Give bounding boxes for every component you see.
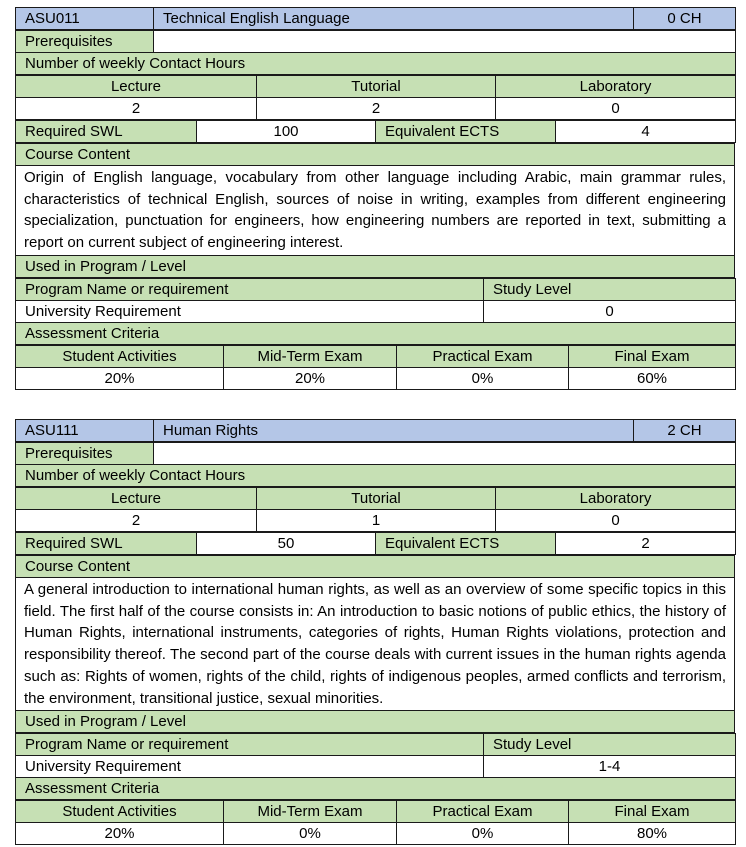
program-header-row xyxy=(16,734,736,756)
final-header: Final Exam xyxy=(569,345,736,367)
midterm-header: Mid-Term Exam xyxy=(224,801,397,823)
ects-label: Equivalent ECTS xyxy=(376,533,556,555)
student-activities-value: 20% xyxy=(16,367,224,389)
used-in-label: Used in Program / Level xyxy=(16,255,735,277)
contact-hours-label-row xyxy=(16,465,736,487)
content-text-row xyxy=(16,578,735,711)
prereq-table xyxy=(15,30,736,75)
prerequisites-row xyxy=(16,443,736,465)
program-value: University Requirement xyxy=(16,300,484,322)
program-value-row xyxy=(16,300,736,322)
content-label-row xyxy=(16,556,735,578)
laboratory-header: Laboratory xyxy=(496,488,736,510)
contact-hours-table xyxy=(15,487,736,532)
program-header: Program Name or requirement xyxy=(16,278,484,300)
prerequisites-label: Prerequisites xyxy=(16,443,154,465)
lecture-header: Lecture xyxy=(16,488,257,510)
assessment-headers-row xyxy=(16,345,736,367)
program-table xyxy=(15,733,736,800)
course-table-asu111 xyxy=(15,419,735,845)
content-text: Origin of English language, vocabulary from other language including Arabic, main grammar rules, characteristics of technical English, sources of noise in writing, examples from different engineering specialization, punctuation for engineers, how engineering numbers are reported in text, submitting a report on current subject of engineering interest. xyxy=(16,166,735,256)
header-table xyxy=(15,7,736,30)
swl-table xyxy=(15,532,736,555)
prerequisites-label: Prerequisites xyxy=(16,31,154,53)
contact-values-row xyxy=(16,510,736,532)
level-value: 1-4 xyxy=(484,756,736,778)
swl-value: 50 xyxy=(197,533,376,555)
swl-label: Required SWL xyxy=(16,533,197,555)
used-in-row xyxy=(16,711,735,733)
level-header: Study Level xyxy=(484,734,736,756)
ects-label: Equivalent ECTS xyxy=(376,121,556,143)
ects-value: 4 xyxy=(556,121,736,143)
assessment-headers-row xyxy=(16,801,736,823)
contact-hours-label: Number of weekly Contact Hours xyxy=(16,53,736,75)
level-header: Study Level xyxy=(484,278,736,300)
practical-header: Practical Exam xyxy=(397,801,569,823)
content-label-row xyxy=(16,144,735,166)
course-title: Human Rights xyxy=(154,420,634,442)
level-value: 0 xyxy=(484,300,736,322)
tutorial-header: Tutorial xyxy=(257,76,496,98)
used-in-label: Used in Program / Level xyxy=(16,711,735,733)
contact-hours-label-row xyxy=(16,53,736,75)
swl-label: Required SWL xyxy=(16,121,197,143)
laboratory-value: 0 xyxy=(496,510,736,532)
swl-value: 100 xyxy=(197,121,376,143)
student-activities-value: 20% xyxy=(16,823,224,845)
practical-header: Practical Exam xyxy=(397,345,569,367)
program-value-row xyxy=(16,756,736,778)
swl-row xyxy=(16,121,736,143)
lecture-header: Lecture xyxy=(16,76,257,98)
assessment-label: Assessment Criteria xyxy=(16,322,736,344)
content-text-row xyxy=(16,166,735,256)
final-value: 80% xyxy=(569,823,736,845)
assessment-values-row xyxy=(16,367,736,389)
course-code: ASU011 xyxy=(16,8,154,30)
assessment-label-row xyxy=(16,322,736,344)
course-code: ASU111 xyxy=(16,420,154,442)
course-header-row xyxy=(16,420,736,442)
student-activities-header: Student Activities xyxy=(16,345,224,367)
tutorial-value: 2 xyxy=(257,98,496,120)
midterm-header: Mid-Term Exam xyxy=(224,345,397,367)
program-header: Program Name or requirement xyxy=(16,734,484,756)
program-value: University Requirement xyxy=(16,756,484,778)
tutorial-header: Tutorial xyxy=(257,488,496,510)
student-activities-header: Student Activities xyxy=(16,801,224,823)
lecture-value: 2 xyxy=(16,510,257,532)
content-table xyxy=(15,143,735,278)
prerequisites-value xyxy=(154,31,736,53)
swl-row xyxy=(16,533,736,555)
contact-headers-row xyxy=(16,488,736,510)
prereq-table xyxy=(15,442,736,487)
used-in-row xyxy=(16,255,735,277)
credit-hours: 0 CH xyxy=(634,8,736,30)
tutorial-value: 1 xyxy=(257,510,496,532)
laboratory-value: 0 xyxy=(496,98,736,120)
practical-value: 0% xyxy=(397,823,569,845)
header-table xyxy=(15,419,736,442)
content-text: A general introduction to international human rights, as well as an overview of some specific topics in this field. The first half of the course consists in: An introduction to basic notions of public ethics, the history of Human Rights, international instruments, categories of rights, Human Rights violations, protection and responsibility thereof. The second part of the course deals with current issues in the human rights agenda such as: Rights of women, rights of the child, rights of indigenous peoples, armed conflicts and terrorism, the environment, transitional justice, sexual minorities. xyxy=(16,578,735,711)
content-table xyxy=(15,555,735,733)
ects-value: 2 xyxy=(556,533,736,555)
course-table-asu011 xyxy=(15,7,735,390)
lecture-value: 2 xyxy=(16,98,257,120)
midterm-value: 20% xyxy=(224,367,397,389)
laboratory-header: Laboratory xyxy=(496,76,736,98)
assessment-table xyxy=(15,800,736,845)
assessment-values-row xyxy=(16,823,736,845)
assessment-label: Assessment Criteria xyxy=(16,778,736,800)
program-table xyxy=(15,278,736,345)
assessment-table xyxy=(15,345,736,390)
content-label: Course Content xyxy=(16,144,735,166)
contact-hours-label: Number of weekly Contact Hours xyxy=(16,465,736,487)
midterm-value: 0% xyxy=(224,823,397,845)
course-header-row xyxy=(16,8,736,30)
contact-hours-table xyxy=(15,75,736,120)
prerequisites-value xyxy=(154,443,736,465)
contact-values-row xyxy=(16,98,736,120)
assessment-label-row xyxy=(16,778,736,800)
swl-table xyxy=(15,120,736,143)
credit-hours: 2 CH xyxy=(634,420,736,442)
content-label: Course Content xyxy=(16,556,735,578)
course-title: Technical English Language xyxy=(154,8,634,30)
program-header-row xyxy=(16,278,736,300)
final-value: 60% xyxy=(569,367,736,389)
prerequisites-row xyxy=(16,31,736,53)
final-header: Final Exam xyxy=(569,801,736,823)
contact-headers-row xyxy=(16,76,736,98)
practical-value: 0% xyxy=(397,367,569,389)
